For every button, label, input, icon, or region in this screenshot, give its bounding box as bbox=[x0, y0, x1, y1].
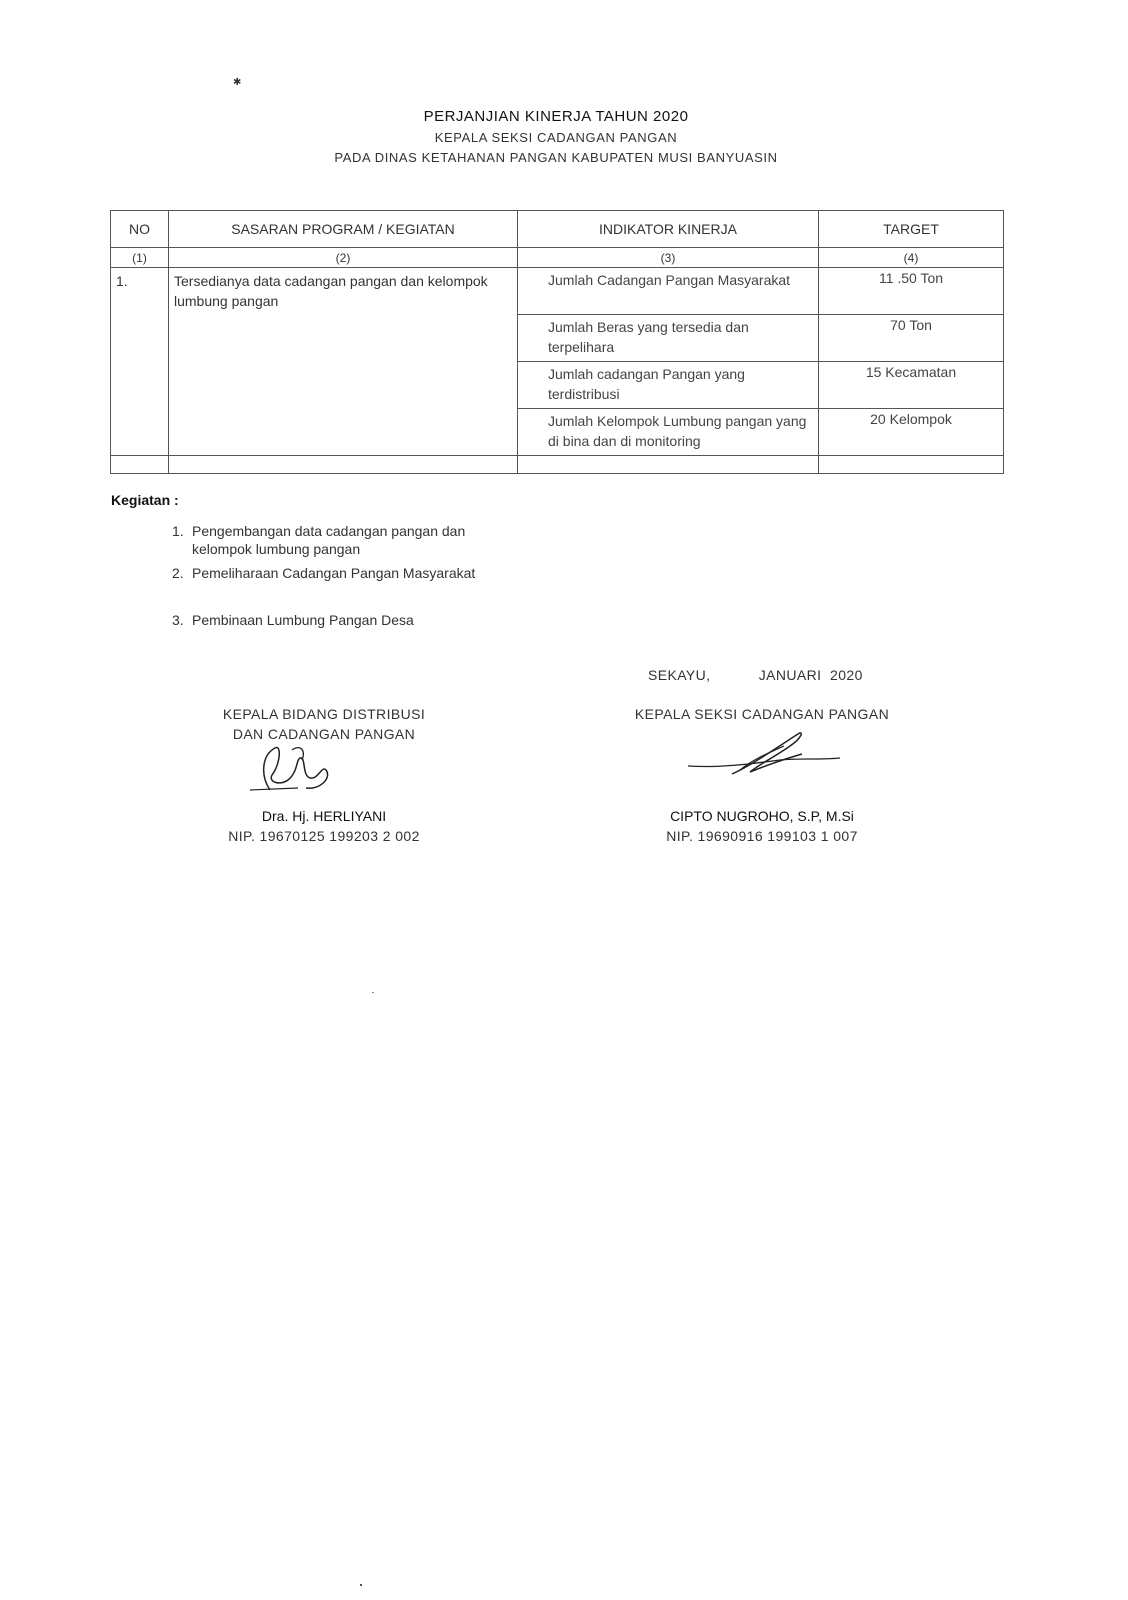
indikator-text: Jumlah cadangan Pangan yang terdistribusi bbox=[548, 366, 745, 402]
left-signatory-name: Dra. Hj. HERLIYANI bbox=[261, 808, 387, 824]
table-row bbox=[111, 268, 1004, 315]
right-signature-image bbox=[680, 724, 850, 784]
kegiatan-item-number: 3. bbox=[172, 612, 184, 628]
indikator-cell bbox=[518, 268, 819, 315]
kegiatan-item bbox=[172, 522, 465, 558]
kegiatan-item-number: 1. bbox=[172, 523, 184, 539]
kegiatan-title: Kegiatan : bbox=[111, 492, 179, 508]
kegiatan-item bbox=[172, 611, 414, 629]
header-sasaran: SASARAN PROGRAM / KEGIATAN bbox=[169, 211, 518, 248]
kegiatan-item-number: 2. bbox=[172, 565, 184, 581]
kegiatan-item bbox=[172, 564, 475, 582]
left-signatory-position-line1: KEPALA BIDANG DISTRIBUSI bbox=[222, 706, 426, 722]
target-cell bbox=[819, 409, 1004, 456]
column-number: (4) bbox=[819, 248, 1004, 268]
target-cell bbox=[819, 315, 1004, 362]
row-sasaran-cell bbox=[169, 268, 518, 456]
target-cell bbox=[819, 362, 1004, 409]
left-signatory-position-line2: DAN CADANGAN PANGAN bbox=[232, 726, 416, 742]
date: JANUARI 2020 bbox=[758, 667, 863, 683]
table-column-number-row bbox=[111, 248, 1004, 268]
indikator-text: Jumlah Cadangan Pangan Masyarakat bbox=[548, 272, 791, 288]
document-title: PERJANJIAN KINERJA TAHUN 2020 bbox=[423, 108, 689, 125]
left-signature-image bbox=[240, 720, 350, 800]
indikator-text: Jumlah Kelompok Lumbung pangan yang di bina dan di monitoring bbox=[548, 413, 807, 449]
place-date bbox=[648, 667, 863, 683]
header-target: TARGET bbox=[819, 211, 1004, 248]
indikator-cell bbox=[518, 315, 819, 362]
table-header-row bbox=[111, 211, 1004, 248]
indikator-text: Jumlah Beras yang tersedia dan terpelihara bbox=[548, 319, 749, 355]
target-text: 15 Kecamatan bbox=[865, 364, 957, 380]
kegiatan-item-text: Pembinaan Lumbung Pangan Desa bbox=[192, 612, 414, 628]
row-no-cell bbox=[111, 268, 169, 456]
row-sasaran: Tersedianya data cadangan pangan dan kelompok lumbung pangan bbox=[174, 273, 488, 309]
scan-speck bbox=[360, 1584, 362, 1586]
right-signatory-position: KEPALA SEKSI CADANGAN PANGAN bbox=[634, 706, 890, 722]
target-text: 11 .50 Ton bbox=[878, 270, 944, 286]
performance-table bbox=[110, 210, 1004, 474]
kegiatan-item-text-continued: kelompok lumbung pangan bbox=[192, 541, 361, 557]
row-no: 1. bbox=[116, 273, 128, 289]
kegiatan-item-text: Pemeliharaan Cadangan Pangan Masyarakat bbox=[192, 565, 476, 581]
right-signatory-name: CIPTO NUGROHO, S.P, M.Si bbox=[670, 808, 854, 824]
column-number: (3) bbox=[518, 248, 819, 268]
document-subtitle-agency: PADA DINAS KETAHANAN PANGAN KABUPATEN MUSI BANYUASIN bbox=[334, 150, 778, 165]
left-signatory-nip: NIP. 19670125 199203 2 002 bbox=[228, 828, 420, 844]
target-cell bbox=[819, 268, 1004, 315]
column-number: (2) bbox=[169, 248, 518, 268]
table-empty-row bbox=[111, 456, 1004, 474]
indikator-cell bbox=[518, 362, 819, 409]
right-signatory-nip: NIP. 19690916 199103 1 007 bbox=[666, 828, 858, 844]
target-text: 70 Ton bbox=[890, 317, 932, 333]
place: SEKAYU, bbox=[648, 667, 711, 683]
header-indikator: INDIKATOR KINERJA bbox=[518, 211, 819, 248]
header-no: NO bbox=[111, 211, 169, 248]
column-number: (1) bbox=[111, 248, 169, 268]
target-text: 20 Kelompok bbox=[870, 411, 952, 427]
document-subtitle-position: KEPALA SEKSI CADANGAN PANGAN bbox=[434, 130, 678, 145]
kegiatan-item-text: Pengembangan data cadangan pangan dan bbox=[192, 523, 466, 539]
scan-speck bbox=[372, 992, 374, 993]
scan-mark: ✱ bbox=[233, 77, 242, 88]
indikator-cell bbox=[518, 409, 819, 456]
